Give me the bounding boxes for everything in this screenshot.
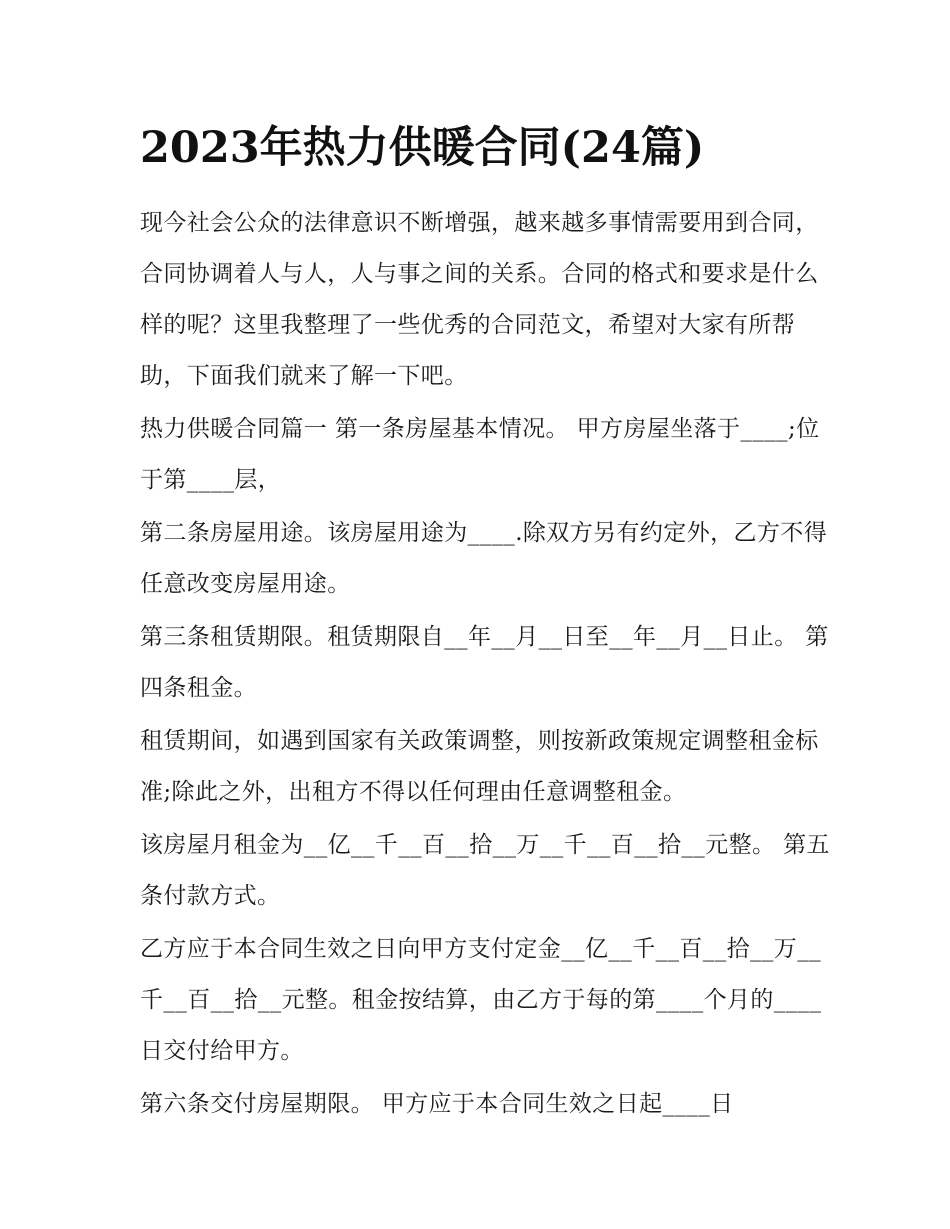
paragraph-intro: 现今社会公众的法律意识不断增强，越来越多事情需要用到合同，合同协调着人与人，人与事之间的关系。合同的格式和要求是什么样的呢？这里我整理了一些优秀的合同范文，希望对大家有所帮助，下面我们就来了解一下吧。 xyxy=(140,210,819,389)
paragraph-article-2: 第二条房屋用途。该房屋用途为____.除双方另有约定外，乙方不得任意改变房屋用途。 xyxy=(140,520,828,597)
paragraph-article-6: 第六条交付房屋期限。 甲方应于本合同生效之日起____日 xyxy=(140,1091,734,1117)
paragraph-rent-adjustment: 租赁期间，如遇到国家有关政策调整，则按新政策规定调整租金标准;除此之外，出租方不得以任何理由任意调整租金。 xyxy=(140,728,819,805)
paragraph-deposit: 乙方应于本合同生效之日向甲方支付定金__亿__千__百__拾__万__千__百__拾__元整。租金按结算，由乙方于每的第____个月的____日交付给甲方。 xyxy=(140,936,822,1064)
document-title: 2023年热力供暖合同(24篇) xyxy=(140,123,705,173)
paragraph-monthly-rent: 该房屋月租金为__亿__千__百__拾__万__千__百__拾__元整。 第五条付款方式。 xyxy=(140,832,830,909)
document-body xyxy=(140,198,840,1132)
paragraph-article-1: 热力供暖合同篇一 第一条房屋基本情况。 甲方房屋坐落于____;位于第____层， xyxy=(140,416,820,493)
paragraph-article-3: 第三条租赁期限。租赁期限自__年__月__日至__年__月__日止。 第四条租金。 xyxy=(140,624,829,701)
